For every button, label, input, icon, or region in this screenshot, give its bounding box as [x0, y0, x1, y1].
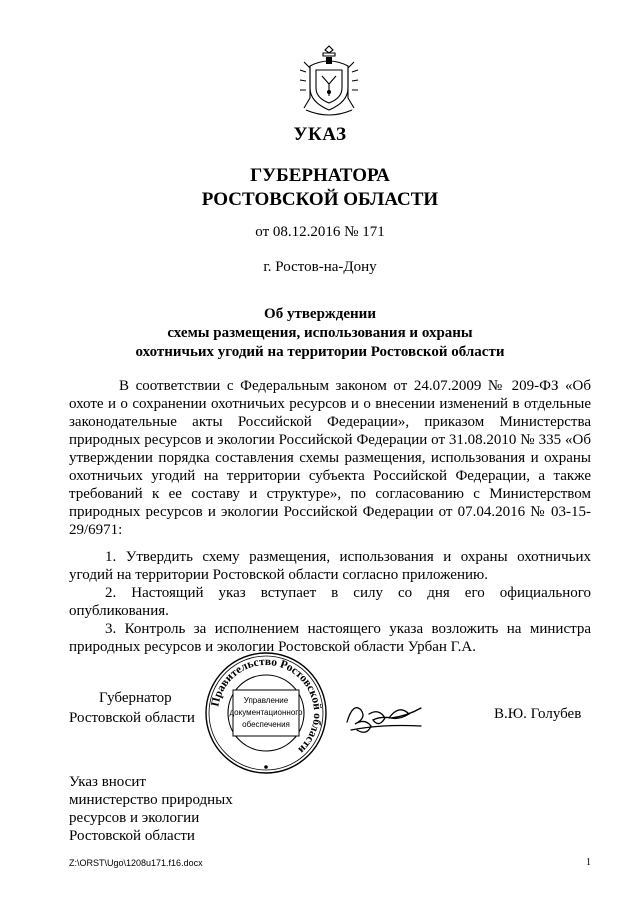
- decree-heading: УКАЗ: [293, 124, 347, 145]
- coat-of-arms-icon: [296, 40, 362, 120]
- handwritten-signature: [343, 692, 429, 740]
- stamp-line-3: обеспечения: [242, 720, 290, 729]
- submitted-by-note: [69, 773, 233, 845]
- decree-item: 2. Настоящий указ вступает в силу со дня его официального опубликования.: [69, 585, 591, 619]
- stamp-ring-text: Правительство Ростовской области: [209, 655, 324, 756]
- city-line: г. Ростов-на-Дону: [263, 259, 377, 275]
- issuer-line-1: ГУБЕРНАТОРА: [250, 165, 390, 186]
- note-line: Указ вносит: [69, 774, 146, 790]
- issuer-heading: [0, 164, 640, 212]
- note-line: министерство природных: [69, 792, 233, 808]
- document-title: [0, 305, 640, 362]
- title-line-1: Об утверждении: [264, 306, 376, 322]
- decree-item: 3. Контроль за исполнением настоящего указа возложить на министра природных ресурсов и экологии Ростовской области Урбан Г.А.: [69, 621, 591, 655]
- position-line-2: Ростовской области: [69, 710, 195, 726]
- decree-item: 1. Утвердить схему размещения, использования и охраны охотничьих угодий на территории Ростовской области согласно приложению.: [69, 549, 591, 583]
- official-stamp: [203, 650, 329, 776]
- signer-name: В.Ю. Голубев: [494, 706, 582, 722]
- stamp-line-2: документационного: [229, 708, 303, 717]
- issuer-line-2: РОСТОВСКОЙ ОБЛАСТИ: [201, 189, 439, 210]
- date-number-line: от 08.12.2016 № 171: [255, 224, 385, 240]
- title-line-2: схемы размещения, использования и охраны: [167, 325, 473, 341]
- stamp-line-1: Управление: [243, 696, 289, 705]
- file-path: Z:\ORST\Ugo\1208u171.f16.docx: [69, 858, 203, 868]
- signer-position: [69, 688, 195, 728]
- page-number: 1: [586, 857, 591, 868]
- preamble-paragraph: В соответствии с Федеральным законом от 24.07.2009 № 209-ФЗ «Об охоте и о сохранении охотничьих ресурсов и о внесении изменений в отдельные законодательные акты Российской Федерации», приказом Министерства природных ресурсов и экологии Российской Федерации от 31.08.2010 № 335 «Об утверждении порядка составления схемы размещения, использования и охраны охотничьих угодий на территории субъекта Российской Федерации, а также требований к ее составу и структуре», по согласованию с Министерством природных ресурсов и экологии Российской Федерации от 07.04.2016 № 03-15-29/6971:: [69, 378, 591, 538]
- decree-items: [69, 548, 591, 656]
- note-line: ресурсов и экологии: [69, 810, 200, 826]
- title-line-3: охотничьих угодий на территории Ростовской области: [135, 344, 505, 360]
- position-line-1: Губернатор: [99, 690, 172, 706]
- note-line: Ростовской области: [69, 828, 195, 844]
